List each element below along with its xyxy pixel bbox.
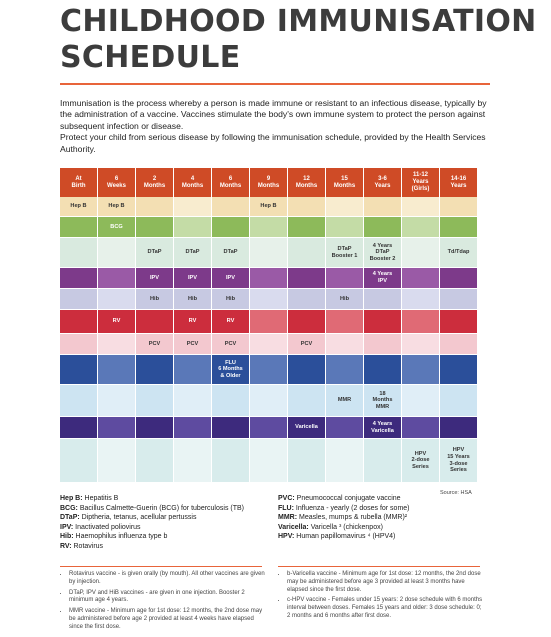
flu-row-cell	[364, 355, 402, 385]
varicella-row-cell	[174, 417, 212, 439]
mmr-row-cell	[174, 385, 212, 417]
bcg-row-cell	[136, 217, 174, 238]
source-note: Source: HSA	[440, 490, 472, 496]
mmr-row-cell	[440, 385, 478, 417]
column-header: 12 Months	[288, 168, 326, 197]
legend-item	[278, 504, 478, 514]
column-header: 6 Weeks	[98, 168, 136, 197]
pcv-row-cell	[250, 334, 288, 355]
column-header: 3-6 Years	[364, 168, 402, 197]
ipv-row-cell: 4 Years IPV	[364, 268, 402, 289]
hepb-row-cell	[440, 197, 478, 217]
hib-row-cell: Hib	[212, 289, 250, 310]
ipv-row-cell	[60, 268, 98, 289]
pcv-row-cell: PCV	[288, 334, 326, 355]
pcv-row-cell	[402, 334, 440, 355]
column-header: 15 Months	[326, 168, 364, 197]
varicella-row-cell	[60, 417, 98, 439]
varicella-row-cell	[212, 417, 250, 439]
legend-description: Pneumococcal conjugate vaccine	[294, 495, 401, 502]
intro-text	[60, 98, 500, 155]
legend-abbreviation: RV:	[60, 542, 72, 550]
legend-abbreviation: BCG:	[60, 504, 78, 512]
legend-item	[60, 542, 270, 552]
column-header: 2 Months	[136, 168, 174, 197]
hib-row-cell	[250, 289, 288, 310]
legend-description: Bacillus Calmette-Guerin (BCG) for tuberculosis (TB)	[77, 504, 244, 512]
legend-description: Haemophilus influenza type b	[73, 533, 168, 541]
hib-row-cell: Hib	[174, 289, 212, 310]
legend-description: Varicella ³ (chickenpox)	[308, 523, 383, 531]
legend-item	[60, 523, 270, 533]
bcg-row-cell	[60, 217, 98, 238]
note-item: • Rotavirus vaccine - is given orally (by mouth). All other vaccines are given by injection.	[69, 571, 265, 587]
legend-description: Measles, mumps & rubella (MMR)²	[297, 514, 408, 522]
hib-row-cell	[440, 289, 478, 310]
hepb-row-cell	[288, 197, 326, 217]
rv-row-cell: RV	[174, 310, 212, 334]
legend-abbreviation: MMR:	[278, 514, 298, 522]
rv-row-cell	[136, 310, 174, 334]
pcv-row-cell	[326, 334, 364, 355]
rv-row-cell	[60, 310, 98, 334]
pcv-row-cell: PCV	[212, 334, 250, 355]
hpv-row-cell: HPV 2-dose Series	[402, 439, 440, 483]
legend-column-left	[60, 494, 270, 552]
legend-description: Rotavirus	[71, 542, 104, 550]
hpv-row-cell	[98, 439, 136, 483]
hib-row-cell	[60, 289, 98, 310]
flu-row-cell	[60, 355, 98, 385]
bcg-row-cell	[250, 217, 288, 238]
mmr-row-cell	[212, 385, 250, 417]
ipv-row-cell	[250, 268, 288, 289]
legend-abbreviation: Hib:	[60, 533, 74, 541]
rv-row-cell	[402, 310, 440, 334]
varicella-row-cell: 4 Years Varicella	[364, 417, 402, 439]
legend-abbreviation: IPV:	[60, 523, 74, 531]
pcv-row-cell	[364, 334, 402, 355]
hepb-row-cell	[364, 197, 402, 217]
hpv-row-cell	[250, 439, 288, 483]
column-header: 6 Months	[212, 168, 250, 197]
notes-rule-left	[60, 566, 262, 567]
hpv-row-cell	[60, 439, 98, 483]
mmr-row-cell	[288, 385, 326, 417]
hepb-row-cell: Hep B	[98, 197, 136, 217]
legend-abbreviation: Hep B:	[60, 495, 83, 502]
dtap-row-cell: DTaP	[174, 238, 212, 268]
hepb-row-cell	[174, 197, 212, 217]
hib-row-cell	[98, 289, 136, 310]
legend-column-right	[278, 494, 478, 542]
hpv-row-cell	[136, 439, 174, 483]
hepb-row-cell: Hep B	[60, 197, 98, 217]
legend-description: Diptheria, tetanus, acellular pertussis	[79, 514, 197, 522]
flu-row-cell	[402, 355, 440, 385]
bcg-row-cell	[174, 217, 212, 238]
legend-abbreviation: FLU:	[278, 504, 294, 512]
column-header: 4 Months	[174, 168, 212, 197]
flu-row-cell	[288, 355, 326, 385]
rv-row-cell	[364, 310, 402, 334]
legend-item	[278, 523, 478, 533]
notes-right	[278, 571, 483, 624]
bcg-row-cell: BCG	[98, 217, 136, 238]
ipv-row-cell	[326, 268, 364, 289]
legend-item	[278, 532, 478, 542]
dtap-row-cell: Td/Tdap	[440, 238, 478, 268]
flu-row-cell	[326, 355, 364, 385]
rv-row-cell	[288, 310, 326, 334]
column-header: 9 Months	[250, 168, 288, 197]
varicella-row-cell	[402, 417, 440, 439]
hpv-row-cell: HPV 15 Years 3-dose Series	[440, 439, 478, 483]
mmr-row-cell	[60, 385, 98, 417]
pcv-row-cell: PCV	[174, 334, 212, 355]
dtap-row-cell: 4 Years DTaP Booster 2	[364, 238, 402, 268]
legend-item	[278, 513, 478, 523]
hib-row-cell	[364, 289, 402, 310]
legend-description: Hepatitis B	[82, 495, 119, 502]
pcv-row-cell	[440, 334, 478, 355]
hepb-row-cell	[136, 197, 174, 217]
ipv-row-cell	[98, 268, 136, 289]
legend-item	[60, 513, 270, 523]
dtap-row-cell	[98, 238, 136, 268]
column-header: 11-12 Years (Girls)	[402, 168, 440, 197]
legend-abbreviation: HPV:	[278, 533, 295, 541]
varicella-row-cell: Varicella	[288, 417, 326, 439]
legend-description: Inactivated poliovirus	[73, 523, 141, 531]
hpv-row-cell	[174, 439, 212, 483]
legend-description: Human papillomavirus ⁴ (HPV4)	[294, 533, 396, 541]
rv-row-cell: RV	[212, 310, 250, 334]
abbreviation-legend	[60, 494, 480, 564]
flu-row-cell	[98, 355, 136, 385]
flu-row-cell: FLU 6 Months & Older	[212, 355, 250, 385]
note-item: • c-HPV vaccine - Females under 15 years: 2 dose schedule with 6 months interval between doses. Females 15 years and older: 3 dose schedule: 0; 2 months and 6 months after first dose.	[287, 597, 483, 620]
varicella-row-cell	[440, 417, 478, 439]
legend-item	[60, 532, 270, 542]
varicella-row-cell	[326, 417, 364, 439]
varicella-row-cell	[98, 417, 136, 439]
notes-left	[60, 571, 265, 635]
dtap-row-cell: DTaP	[212, 238, 250, 268]
mmr-row-cell: 18 Months MMR	[364, 385, 402, 417]
ipv-row-cell	[402, 268, 440, 289]
mmr-row-cell	[98, 385, 136, 417]
varicella-row-cell	[250, 417, 288, 439]
flu-row-cell	[250, 355, 288, 385]
column-header: 14-16 Years	[440, 168, 478, 197]
hpv-row-cell	[212, 439, 250, 483]
varicella-row-cell	[136, 417, 174, 439]
immunisation-schedule-table	[60, 168, 478, 484]
rv-row-cell	[440, 310, 478, 334]
hib-row-cell: Hib	[136, 289, 174, 310]
hpv-row-cell	[326, 439, 364, 483]
legend-item	[60, 494, 270, 504]
mmr-row-cell	[402, 385, 440, 417]
legend-item	[278, 494, 478, 504]
dtap-row-cell	[60, 238, 98, 268]
intro-paragraph-2: Protect your child from serious disease by following the immunisation schedule, provided by the Health Services Authority.	[60, 132, 486, 154]
legend-description: Influenza - yearly (2 doses for some)	[293, 504, 410, 512]
legend-abbreviation: PVC:	[278, 495, 295, 502]
ipv-row-cell	[440, 268, 478, 289]
page-title: CHILDHOOD IMMUNISATION SCHEDULE	[60, 4, 537, 75]
notes-rule-right	[278, 566, 480, 567]
bcg-row-cell	[402, 217, 440, 238]
rv-row-cell: RV	[98, 310, 136, 334]
pcv-row-cell	[98, 334, 136, 355]
mmr-row-cell: MMR	[326, 385, 364, 417]
mmr-row-cell	[136, 385, 174, 417]
bcg-row-cell	[326, 217, 364, 238]
ipv-row-cell: IPV	[212, 268, 250, 289]
hib-row-cell: Hib	[326, 289, 364, 310]
hepb-row-cell	[326, 197, 364, 217]
note-item: • DTaP, IPV and HiB vaccines - are given in one injection. Booster 2 minimum age 4 years.	[69, 590, 265, 606]
hepb-row-cell: Hep B	[250, 197, 288, 217]
note-item: • b-Varicella vaccine - Minimum age for 1st dose: 12 months, the 2nd dose may be administered before age 3 provided at least 3 months have elapsed since the first dose.	[287, 571, 483, 594]
dtap-row-cell	[250, 238, 288, 268]
hpv-row-cell	[364, 439, 402, 483]
flu-row-cell	[440, 355, 478, 385]
ipv-row-cell: IPV	[136, 268, 174, 289]
hpv-row-cell	[288, 439, 326, 483]
bcg-row-cell	[288, 217, 326, 238]
legend-item	[60, 504, 270, 514]
rv-row-cell	[326, 310, 364, 334]
hib-row-cell	[402, 289, 440, 310]
dtap-row-cell: DTaP Booster 1	[326, 238, 364, 268]
dtap-row-cell	[288, 238, 326, 268]
ipv-row-cell: IPV	[174, 268, 212, 289]
rv-row-cell	[250, 310, 288, 334]
note-item: • MMR vaccine - Minimum age for 1st dose: 12 months, the 2nd dose may be administered before age 2 provided at least 4 weeks have elapsed since the first dose.	[69, 608, 265, 631]
bcg-row-cell	[212, 217, 250, 238]
pcv-row-cell: PCV	[136, 334, 174, 355]
hib-row-cell	[288, 289, 326, 310]
flu-row-cell	[136, 355, 174, 385]
pcv-row-cell	[60, 334, 98, 355]
legend-abbreviation: DTaP:	[60, 514, 80, 522]
bcg-row-cell	[440, 217, 478, 238]
legend-abbreviation: Varicella:	[278, 523, 309, 531]
ipv-row-cell	[288, 268, 326, 289]
intro-paragraph-1: Immunisation is the process whereby a person is made immune or resistant to an infectious disease, typically by the administration of a vaccine. Vaccines stimulate the body's own immune system to protect the person against subsequent infection or disease.	[60, 98, 487, 131]
column-header: At Birth	[60, 168, 98, 197]
flu-row-cell	[174, 355, 212, 385]
dtap-row-cell	[402, 238, 440, 268]
mmr-row-cell	[250, 385, 288, 417]
bcg-row-cell	[364, 217, 402, 238]
dtap-row-cell: DTaP	[136, 238, 174, 268]
hepb-row-cell	[212, 197, 250, 217]
title-underline	[60, 83, 490, 85]
hepb-row-cell	[402, 197, 440, 217]
